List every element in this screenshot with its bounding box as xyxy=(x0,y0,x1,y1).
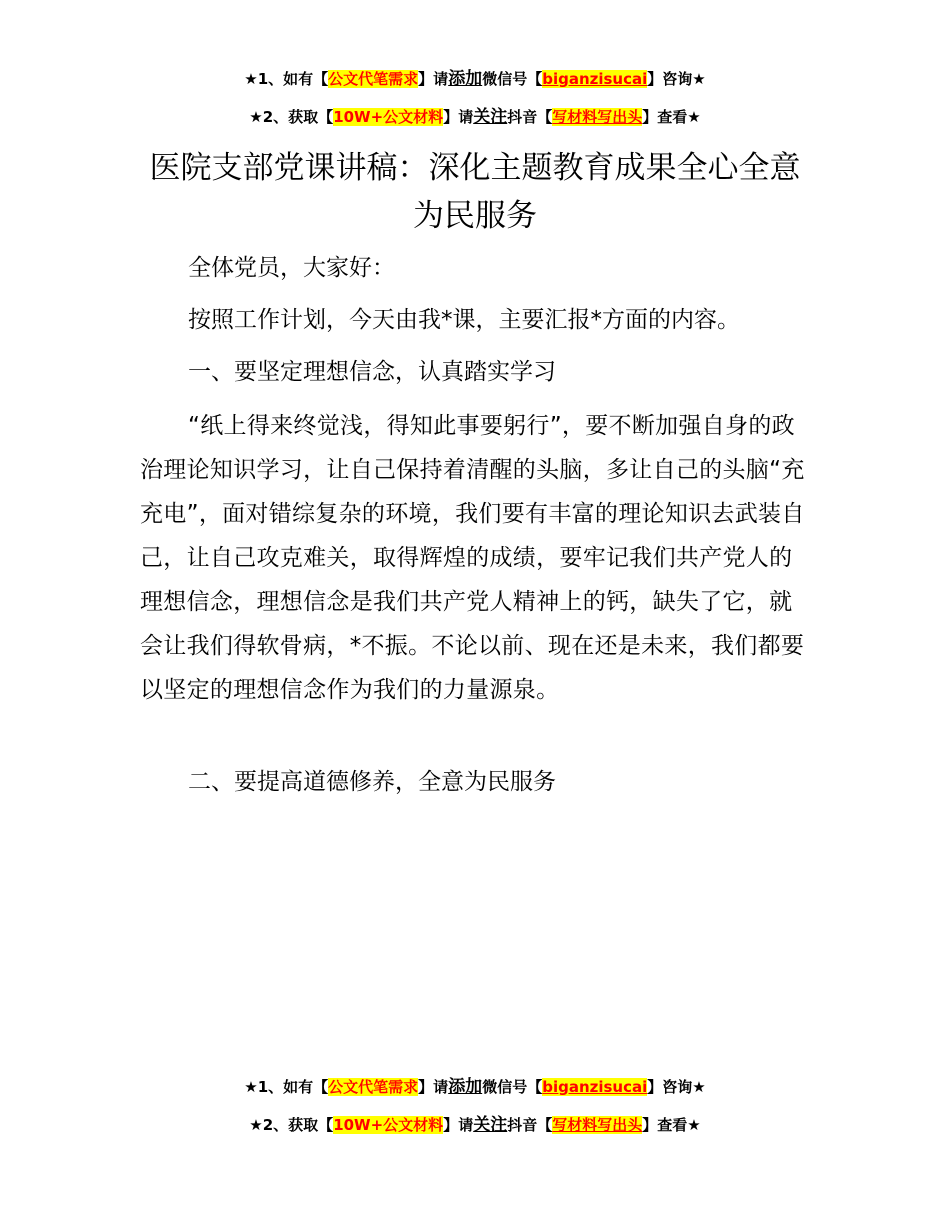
ad-prefix: ★2、获取【 xyxy=(249,1116,334,1134)
ad-text: 】请 xyxy=(443,1116,474,1134)
ad-emphasis: 添加 xyxy=(448,69,483,89)
header-ad-line-1 xyxy=(0,68,950,90)
ad-highlight-service: 公文代笔需求 xyxy=(328,70,419,88)
ad-emphasis: 关注 xyxy=(473,1115,508,1135)
ad-wechat-id-link[interactable]: biganzisucai xyxy=(542,1078,648,1096)
ad-douyin-account-link[interactable]: 写材料写出头 xyxy=(552,108,643,126)
document-title: 医院支部党课讲稿：深化主题教育成果全心全意为民服务 xyxy=(149,150,801,234)
ad-highlight-materials: 10W+公文材料 xyxy=(333,1116,444,1134)
section-heading-2: 二、要提高道德修养，全意为民服务 xyxy=(188,769,556,795)
greeting-paragraph: 全体党员，大家好： xyxy=(188,255,395,281)
ad-wechat-id-link[interactable]: biganzisucai xyxy=(542,70,648,88)
intro-paragraph: 按照工作计划，今天由我*课，主要汇报*方面的内容。 xyxy=(188,307,740,333)
ad-prefix: ★1、如有【 xyxy=(244,70,329,88)
ad-text: 微信号【 xyxy=(482,70,543,88)
ad-emphasis: 关注 xyxy=(473,107,508,127)
ad-text: 】请 xyxy=(418,70,449,88)
ad-emphasis: 添加 xyxy=(448,1077,483,1097)
ad-suffix: 】咨询★ xyxy=(647,1078,706,1096)
ad-suffix: 】咨询★ xyxy=(647,70,706,88)
body-paragraph-1: “纸上得来终觉浅，得知此事要躬行”，要不断加强自身的政治理论知识学习，让自己保持着清醒的头脑，多让自己的头脑“充充电”，面对错综复杂的环境，我们要有丰富的理论知识去武装自己，让自己攻克难关，取得辉煌的成绩，要牢记我们共产党人的理想信念，理想信念是我们共产党人精神上的钙，缺失了它，就会让我们得软骨病，*不振。不论以前、现在还是未来，我们都要以坚定的理想信念作为我们的力量源泉。 xyxy=(140,413,805,703)
footer-ad-line-2 xyxy=(0,1114,950,1136)
ad-suffix: 】查看★ xyxy=(642,108,701,126)
ad-highlight-materials: 10W+公文材料 xyxy=(333,108,444,126)
ad-highlight-service: 公文代笔需求 xyxy=(328,1078,419,1096)
ad-douyin-account-link[interactable]: 写材料写出头 xyxy=(552,1116,643,1134)
ad-prefix: ★1、如有【 xyxy=(244,1078,329,1096)
section-heading-1: 一、要坚定理想信念，认真踏实学习 xyxy=(188,359,556,385)
ad-text: 】请 xyxy=(443,108,474,126)
footer-ad-line-1 xyxy=(0,1076,950,1098)
ad-suffix: 】查看★ xyxy=(642,1116,701,1134)
ad-text: 微信号【 xyxy=(482,1078,543,1096)
ad-text: 抖音【 xyxy=(507,108,553,126)
ad-text: 抖音【 xyxy=(507,1116,553,1134)
ad-text: 】请 xyxy=(418,1078,449,1096)
header-ad-line-2 xyxy=(0,106,950,128)
ad-prefix: ★2、获取【 xyxy=(249,108,334,126)
